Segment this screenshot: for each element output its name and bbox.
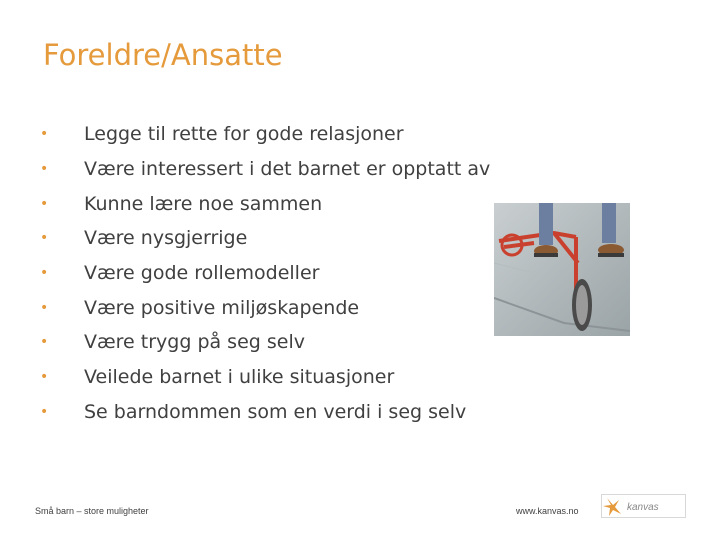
bullet-text: Se barndommen som en verdi i seg selv bbox=[84, 400, 467, 423]
bullet-dot-icon: • bbox=[40, 403, 49, 420]
bullet-list bbox=[40, 117, 490, 429]
footer-website: www.kanvas.no bbox=[516, 506, 579, 516]
bullet-item bbox=[40, 152, 490, 187]
bullet-item bbox=[40, 186, 490, 221]
bullet-dot-icon: • bbox=[40, 230, 49, 247]
bullet-text: Kunne lære noe sammen bbox=[84, 192, 323, 215]
bullet-text: Være positive miljøskapende bbox=[84, 296, 360, 319]
bullet-dot-icon: • bbox=[40, 195, 49, 212]
logo-text: kanvas bbox=[627, 502, 659, 513]
bullet-item bbox=[40, 360, 490, 395]
bullet-text: Veilede barnet i ulike situasjoner bbox=[84, 366, 395, 389]
bullet-dot-icon: • bbox=[40, 334, 49, 351]
kanvas-logo-icon bbox=[601, 494, 686, 518]
bullet-item bbox=[40, 221, 490, 256]
bullet-text: Være trygg på seg selv bbox=[84, 331, 305, 354]
kanvas-logo bbox=[601, 494, 686, 518]
bullet-dot-icon: • bbox=[40, 161, 49, 178]
bullet-item bbox=[40, 325, 490, 360]
bullet-dot-icon: • bbox=[40, 299, 49, 316]
bullet-item bbox=[40, 395, 490, 430]
bullet-dot-icon: • bbox=[40, 265, 49, 282]
bullet-dot-icon: • bbox=[40, 369, 49, 386]
child-on-tricycle-photo bbox=[494, 203, 630, 336]
tricycle-photo-image bbox=[494, 203, 630, 336]
bullet-dot-icon: • bbox=[40, 126, 49, 143]
bullet-item bbox=[40, 117, 490, 152]
bullet-text: Legge til rette for gode relasjoner bbox=[84, 123, 404, 146]
bullet-text: Være nysgjerrige bbox=[84, 227, 248, 250]
slide-title: Foreldre/Ansatte bbox=[43, 38, 283, 72]
bullet-item bbox=[40, 290, 490, 325]
bullet-text: Være interessert i det barnet er opptatt av bbox=[84, 158, 491, 181]
footer-slogan: Små barn – store muligheter bbox=[35, 506, 149, 516]
bullet-text: Være gode rollemodeller bbox=[84, 262, 320, 285]
bullet-item bbox=[40, 256, 490, 291]
